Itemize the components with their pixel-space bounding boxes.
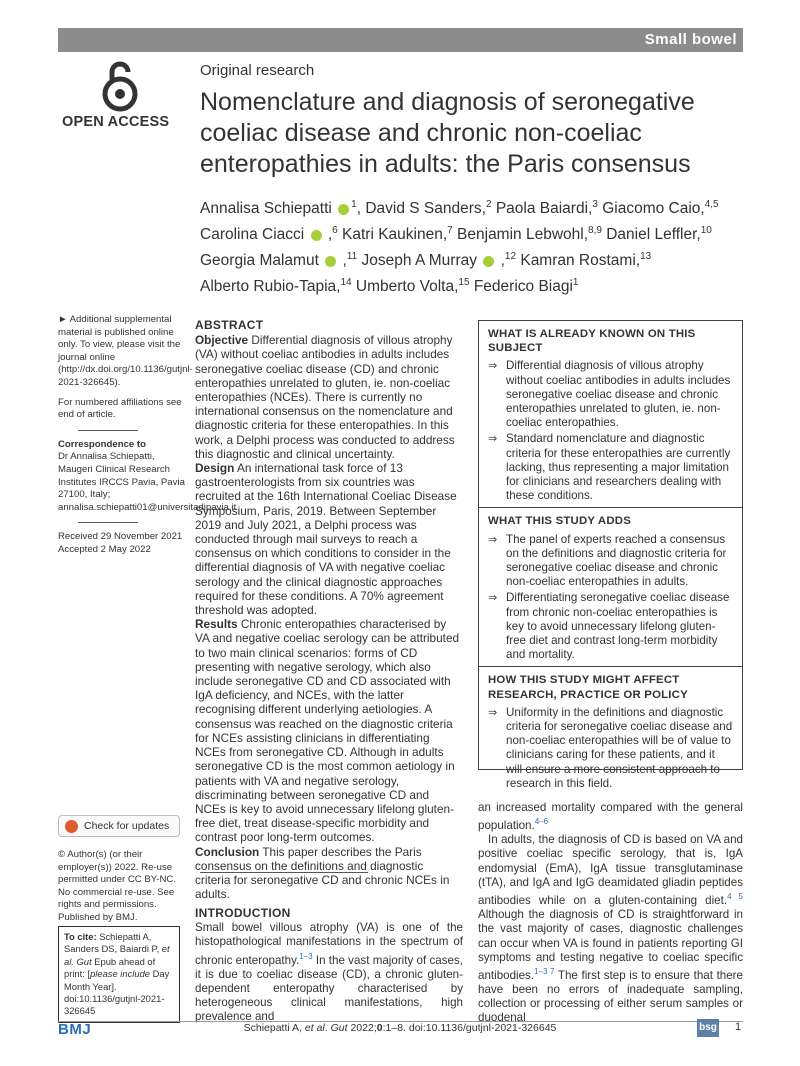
body-text-right — [478, 801, 743, 1026]
conclusion-text: This paper describes the Paris consensus on the definitions and diagnostic criteria for seronegative CD and chronic NCEs in adults. — [195, 844, 450, 902]
footer-volume: 0 — [376, 1022, 383, 1034]
author-name: Giacomo Caio, — [597, 200, 705, 218]
design-label: Design — [195, 461, 235, 476]
cite-text: Epub ahead of print: [ — [64, 955, 156, 980]
check-updates-icon — [65, 820, 78, 833]
author-name: Kamran Rostami, — [516, 252, 641, 270]
license-note: © Author(s) (or their employer(s)) 2022. Re-use permitted under CC BY-NC. No commercial re-use. See rights and permissions. Published by BMJ. — [58, 849, 177, 923]
affiliation-number: 3 — [592, 199, 598, 210]
body-text: The first step is to ensure that there have been no errors of inadequate sampling, collection or processing of either serum samples or duodenal — [478, 968, 743, 1025]
affiliation-number: 6 — [332, 225, 338, 237]
author-name: Katri Kaukinen, — [337, 226, 448, 244]
body-text: Although the diagnosis of CD is straightforward in the vast majority of cases, diagnostic challenges can occur when VA is found in patients reporting GI symptoms and testing negative to coeliac specific antibodies. — [478, 908, 743, 982]
divider — [78, 522, 138, 523]
supplemental-note: ► Additional supplemental material is published online only. To view, please visit the journal online (http://dx.doi.org/10.1136/gutjnl-2021-326645). — [58, 314, 193, 388]
author-name: Federico Biagi — [469, 278, 573, 296]
key-point: ⇒ Differentiating seronegative coeliac disease from chronic non-coeliac enteropathies is key to avoid unnecessary lifelong gluten-free diet and contrast long-term morbidity and mortality. — [488, 591, 733, 662]
article-title: Nomenclature and diagnosis of seronegative coeliac disease and chronic non-coeliac enteropathies in adults: the Paris consensus — [200, 88, 695, 178]
article-type: Original research — [200, 62, 315, 79]
bsg-logo: bsg — [697, 1019, 719, 1037]
open-access-label: OPEN ACCESS — [62, 114, 170, 130]
affiliation-number: 10 — [700, 225, 712, 237]
affiliations-note: For numbered affiliations see end of article. — [58, 396, 182, 421]
affiliation-number: 7 — [447, 225, 453, 237]
footer-text: . — [324, 1022, 331, 1034]
key-point: ⇒ Standard nomenclature and diagnostic criteria for these enteropathies are currently lacking, thus representing a major limitation for clinicians and researchers dealing with these conditions. — [488, 432, 733, 503]
bmj-logo: BMJ — [58, 1021, 92, 1038]
objective-label: Objective — [195, 333, 249, 348]
author-name: Carolina Ciacci — [200, 226, 305, 244]
cite-text: please include — [90, 968, 151, 980]
affiliation-number: 12 — [504, 251, 517, 263]
reference-link[interactable]: 4–6 — [534, 817, 549, 827]
footer-text: :1–8. doi:10.1136/gutjnl-2021-326645 — [382, 1022, 557, 1034]
author-name: Daniel Leffler, — [601, 226, 701, 244]
cite-journal: Gut — [76, 955, 92, 967]
check-for-updates-button[interactable] — [58, 815, 180, 837]
intro-text: Small bowel villous atrophy (VA) is one of the histopathological manifestations in the spectrum of chronic enteropathy. — [195, 921, 463, 967]
affiliation-number: 2 — [485, 199, 492, 210]
correspondence-heading: Correspondence to — [58, 438, 146, 450]
design-text: An international task force of 13 gastroenterologists from six countries was recruited at the 16th International Coeliac Disease Symposium, Paris, 2019. Between September 2019 and July 2021, a Delphi process was conducted through mail surveys to reach a consensus on which conditions to consider in the differential diagnosis of VA with negative coeliac serology and the clinical diagnostic approaches required for these conditions. A 70% agreement threshold was adopted. — [195, 461, 457, 618]
body-text: In adults, the diagnosis of CD is based on VA and positive coeliac specific serology, that is, IgA endomysial (EmA), IgA tissue transglutaminase (tTA), and IgA and IgG deamidated gliadin peptides antibodies while on a gluten-containing diet. — [478, 833, 743, 907]
page-number: 1 — [735, 1021, 742, 1033]
footer-text: et al — [304, 1022, 325, 1034]
cite-box — [58, 926, 180, 1023]
divider — [78, 430, 138, 431]
author-name: Umberto Volta, — [351, 278, 459, 296]
footer-citation — [0, 1022, 800, 1034]
footer-text: 2022; — [347, 1022, 377, 1034]
author-name: Paola Baiardi, — [491, 200, 593, 218]
reference-link[interactable]: 1–3 — [299, 951, 313, 961]
footer-text: Schiepatti A, — [243, 1022, 305, 1034]
conclusion-label: Conclusion — [195, 844, 260, 859]
cite-text: Day Month Year]. doi:10.1136/gutjnl-2021-326645 — [64, 968, 170, 1017]
cite-text: et al. — [64, 943, 170, 967]
key-point: ⇒ The panel of experts reached a consensus on the definitions and diagnostic criteria for seronegative coeliac disease and chronic non-coeliac enteropathies in adults. — [488, 533, 733, 590]
received-date: Received 29 November 2021 — [58, 531, 183, 543]
key-point: ⇒ Differential diagnosis of villous atrophy without coeliac antibodies in adults includes seronegative coeliac disease and chronic enteropathies unrelated to gluten, ie. non-coeliac enteropathies. — [488, 359, 733, 430]
check-updates-label: Check for updates — [84, 820, 170, 832]
affiliation-number: 11 — [346, 251, 358, 263]
author-name: Annalisa Schiepatti — [200, 200, 332, 218]
body-text: an increased mortality compared with the general population. — [478, 801, 743, 833]
author-name: , David S Sanders, — [356, 200, 486, 218]
author-name: Benjamin Lebwohl, — [452, 226, 589, 244]
affiliation-number: 13 — [640, 251, 652, 263]
author-name: Joseph A Murray — [357, 252, 477, 270]
introduction — [195, 906, 463, 1024]
cite-label: To cite: — [64, 931, 97, 942]
orcid-icon[interactable] — [325, 256, 336, 267]
intro-text: In the vast majority of cases, it is due to coeliac disease (CD), a chronic gluten-dependent enteropathy characterised by heterogeneous clinical manifestations, high prevalence and — [195, 953, 463, 1024]
section-header-bar — [58, 28, 743, 52]
footer-journal: Gut — [330, 1022, 348, 1034]
key-heading: WHAT THIS STUDY ADDS — [488, 515, 632, 528]
accepted-date: Accepted 2 May 2022 — [58, 543, 151, 555]
intro-heading: INTRODUCTION — [195, 906, 291, 920]
affiliation-number: 8,9 — [588, 225, 602, 237]
affiliation-number: 1 — [351, 199, 357, 210]
affiliation-number: 4,5 — [704, 199, 719, 210]
key-point: ⇒ Uniformity in the definitions and diagnostic criteria for seronegative coeliac disease and non-coeliac enteropathies will be of value to clinicians caring for these patients, and it will ensure a more consistent approach to research in this field. — [488, 706, 733, 791]
affiliation-number: 1 — [572, 277, 579, 289]
orcid-icon[interactable] — [483, 256, 494, 267]
reference-link[interactable]: 4 5 — [727, 892, 744, 902]
divider — [200, 872, 368, 873]
results-text: Chronic enteropathies characterised by VA and negative coeliac serology can be attributed to two main clinical scenarios: forms of CD presenting with negative serology, which also include seronegative CD and CD associated with IgA deficiency, and NCEs, with the latter recognising different underlying aetiologies. A consensus was reached on the diagnostic criteria for NCEs assisting clinicians in differentiating NCEs from seronegative CD. Although in adults seronegative CD is the most common aetiology in patients with VA and negative serology, discriminating between seronegative CD and NCEs is key to avoid unnecessary lifelong gluten-free diet, treat disease-specific morbidity and contrast poor long-term outcomes. — [195, 617, 460, 845]
objective-text: Differential diagnosis of villous atrophy (VA) without coeliac antibodies in adults includes seronegative coeliac disease (CD) and chronic enteropathies unrelated to gluten, ie. non-coeliac enteropathies (NCEs). There is currently no international consensus on the nomenclature and diagnostic criteria for these enteropathies. In this work, a Delphi process was conducted to address this diagnostic and clinical uncertainty. — [195, 333, 455, 461]
orcid-icon[interactable] — [338, 204, 349, 215]
author-name: Georgia Malamut — [200, 252, 319, 270]
abstract-heading: ABSTRACT — [195, 318, 264, 332]
key-heading: WHAT IS ALREADY KNOWN ON THIS SUBJECT — [488, 328, 696, 355]
key-messages-box — [478, 320, 743, 790]
author-name: Alberto Rubio-Tapia, — [200, 278, 341, 296]
correspondence-details: Dr Annalisa Schiepatti, Maugeri Clinical Research Institutes IRCCS Pavia, Pavia 27100, Italy; annalisa.schiepatti01@universitadipavia.it — [58, 451, 237, 513]
orcid-icon[interactable] — [311, 230, 322, 241]
results-label: Results — [195, 617, 238, 632]
section-tab: Small bowel — [644, 31, 737, 48]
cite-text: Schiepatti A, Sanders DS, Baiardi P, — [64, 931, 162, 955]
author-list: Annalisa Schiepatti $^1$, David S Sanders,$^2$ Paola Baiardi,$^3$ Giacomo Caio,$^{4,5}$ Carolina Ciacci ,$^6$ Katri Kaukinen,$^7$ Benjamin Lebwohl,$^{8,9}$ Daniel Leffler,$^{10}$ Georgia Malamut ,$^{11}$ Joseph A Murray ,$^{12}$ Kamran Rostami,$^{13}$ Alberto Rubio-Tapia,$^{14}$ Umberto Volta,$^{15}$ Federico Biagi$^1$ — [200, 199, 719, 296]
reference-link[interactable]: 1–3 7 — [534, 966, 555, 976]
abstract — [195, 318, 460, 901]
affiliation-number: 14 — [340, 277, 352, 289]
open-access-icon — [90, 58, 150, 114]
key-heading: HOW THIS STUDY MIGHT AFFECT RESEARCH, PRACTICE OR POLICY — [488, 674, 688, 701]
affiliation-number: 15 — [458, 277, 470, 289]
